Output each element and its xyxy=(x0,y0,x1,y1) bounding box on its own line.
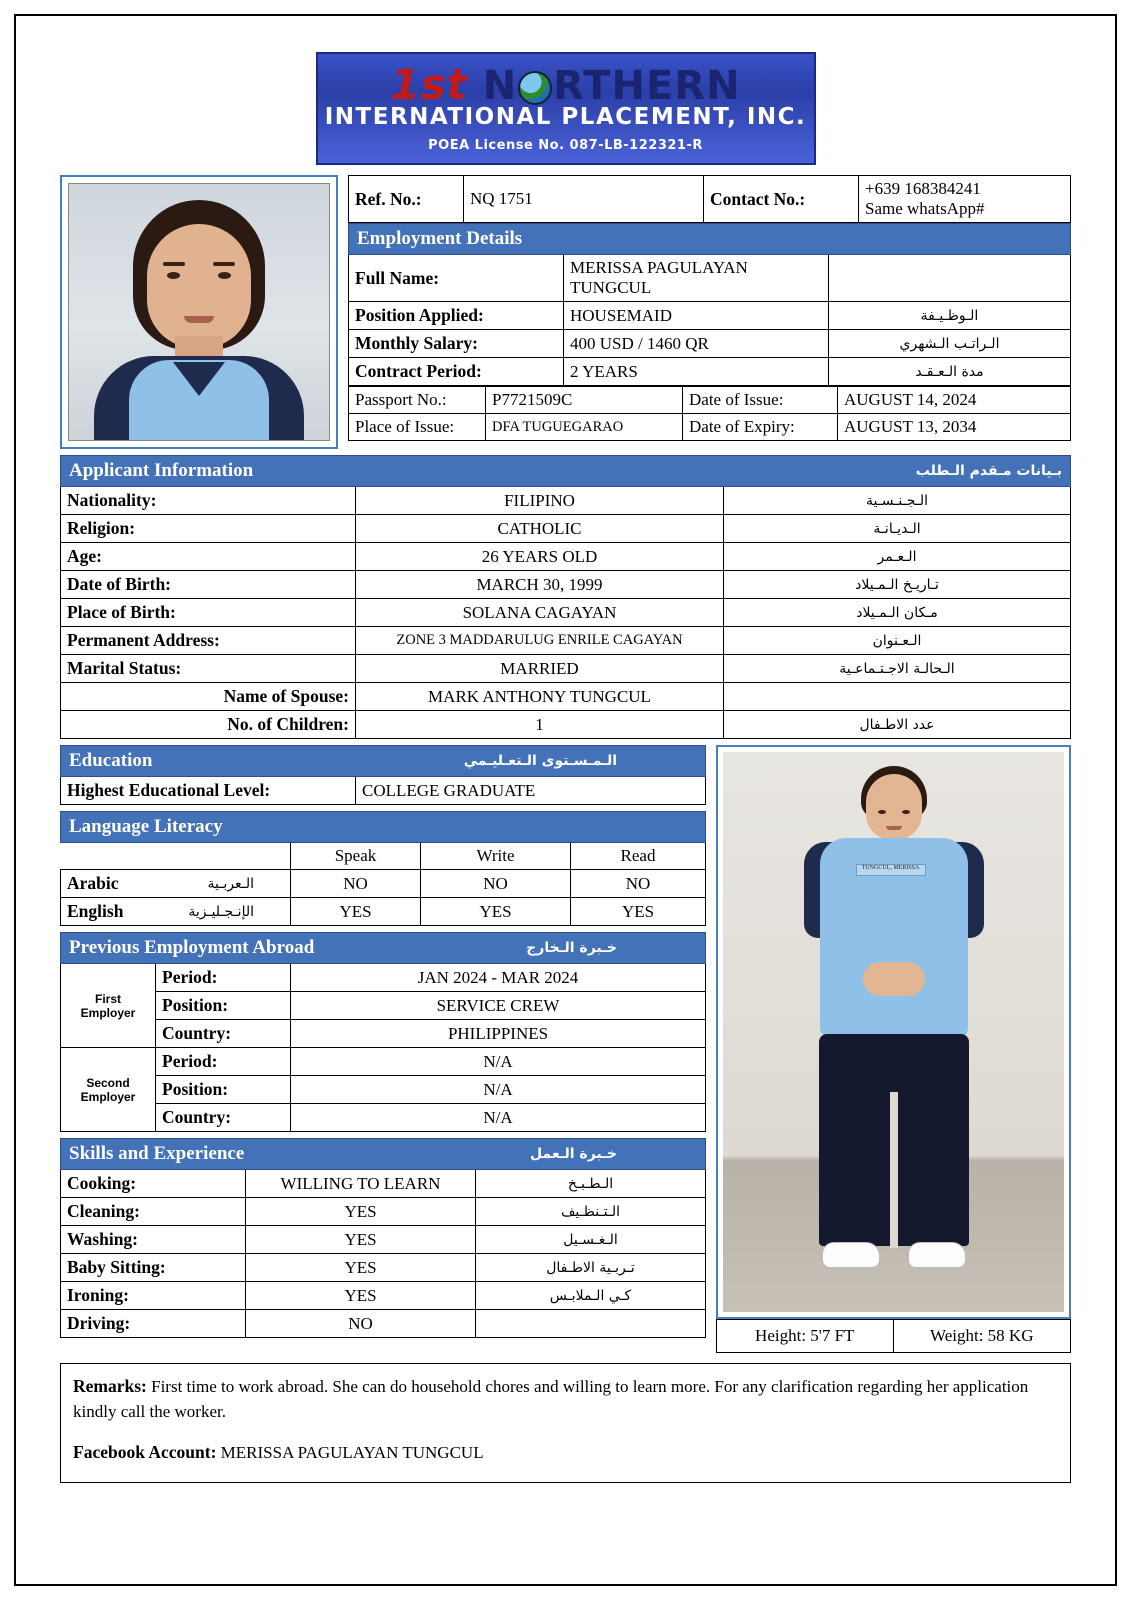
right-column xyxy=(716,745,1071,1353)
logo-license: POEA License No. 087-LB-122321-R xyxy=(428,138,703,153)
nationality-value: FILIPINO xyxy=(356,487,724,515)
name-of-spouse-label: Name of Spouse: xyxy=(61,683,356,711)
date-of-birth-value: MARCH 30, 1999 xyxy=(356,571,724,599)
uniform-name-badge: TUNGCUL, MERISSA xyxy=(856,864,926,876)
place-of-birth-arabic: مـكان الـمـيلاد xyxy=(724,599,1071,627)
monthly-salary-label: Monthly Salary: xyxy=(349,330,564,358)
language-literacy-band: Language Literacy xyxy=(61,812,706,843)
permanent-address-arabic: الـعـنوان xyxy=(724,627,1071,655)
position-applied-value: HOUSEMAID xyxy=(564,302,829,330)
skills-title: Skills and Experience xyxy=(69,1143,245,1164)
nationality-label: Nationality: xyxy=(61,487,356,515)
applicant-full-photo xyxy=(716,745,1071,1319)
applicant-information-title: Applicant Information xyxy=(69,460,254,481)
monthly-salary-value: 400 USD / 1460 QR xyxy=(564,330,829,358)
driving-label: Driving: xyxy=(61,1310,246,1338)
passport-no-label: Passport No.: xyxy=(349,387,486,414)
language-arabic-label-ar: الـعربـية xyxy=(207,875,254,892)
cooking-value: WILLING TO LEARN xyxy=(246,1170,476,1198)
remarks-line xyxy=(73,1374,1058,1424)
portrait-image xyxy=(68,183,330,441)
language-english-label: English xyxy=(67,901,124,921)
table-row xyxy=(349,330,1071,358)
second-period-value: N/A xyxy=(291,1048,706,1076)
logo-northern-n: N xyxy=(482,63,518,109)
table-row xyxy=(61,683,1071,711)
table-row xyxy=(349,358,1071,386)
contact-no-value xyxy=(859,176,1071,223)
name-of-spouse-value: MARK ANTHONY TUNGCUL xyxy=(356,683,724,711)
table-row xyxy=(61,1254,706,1282)
education-arabic: الـمـسـتوى الـتعـليـمي xyxy=(463,753,617,769)
language-arabic-label: Arabic xyxy=(67,873,119,893)
skills-band xyxy=(61,1139,706,1170)
company-logo xyxy=(60,52,1071,165)
measurements-row xyxy=(716,1319,1071,1353)
arabic-read: NO xyxy=(571,870,706,898)
table-row xyxy=(61,627,1071,655)
language-english-label-ar: الإنـجـليـزية xyxy=(188,903,254,920)
english-write: YES xyxy=(421,898,571,926)
age-value: 26 YEARS OLD xyxy=(356,543,724,571)
table-row xyxy=(61,1048,706,1076)
english-speak: YES xyxy=(291,898,421,926)
table-row xyxy=(61,1104,706,1132)
marital-status-arabic: الـحالـة الاجـتـماعـية xyxy=(724,655,1071,683)
highest-education-value: COLLEGE GRADUATE xyxy=(356,777,706,805)
table-row xyxy=(61,1076,706,1104)
monthly-salary-arabic: الـراتـب الـشهري xyxy=(829,330,1071,358)
education-title: Education xyxy=(69,750,153,771)
second-country-label: Country: xyxy=(156,1104,291,1132)
washing-arabic: الـغـسـيل xyxy=(476,1226,706,1254)
employment-details-band: Employment Details xyxy=(349,224,1071,255)
language-col-speak: Speak xyxy=(291,843,421,870)
table-row xyxy=(349,176,1071,223)
remarks-section xyxy=(60,1363,1071,1483)
second-position-label: Position: xyxy=(156,1076,291,1104)
table-row xyxy=(61,1282,706,1310)
table-row xyxy=(61,1310,706,1338)
cooking-label: Cooking: xyxy=(61,1170,246,1198)
table-row xyxy=(349,224,1071,255)
name-of-spouse-arabic xyxy=(724,683,1071,711)
table-row xyxy=(61,456,1071,487)
second-employer-line1: Second xyxy=(86,1075,130,1090)
date-of-birth-arabic: تـاريـخ الـمـيلاد xyxy=(724,571,1071,599)
first-employer-label xyxy=(61,964,156,1048)
skills-arabic: خـبرة الـعمل xyxy=(529,1146,617,1162)
driving-arabic xyxy=(476,1310,706,1338)
baby-sitting-label: Baby Sitting: xyxy=(61,1254,246,1282)
marital-status-label: Marital Status: xyxy=(61,655,356,683)
table-row xyxy=(61,543,1071,571)
employment-details-table xyxy=(348,223,1071,386)
logo-company-name: INTERNATIONAL PLACEMENT, INC. xyxy=(324,104,807,130)
passport-table xyxy=(348,386,1071,441)
date-of-expiry-label: Date of Expiry: xyxy=(683,414,838,441)
place-of-birth-label: Place of Birth: xyxy=(61,599,356,627)
second-position-value: N/A xyxy=(291,1076,706,1104)
left-column xyxy=(60,745,706,1338)
contact-no-line2: Same whatsApp# xyxy=(865,199,985,218)
driving-value: NO xyxy=(246,1310,476,1338)
applicant-id-photo xyxy=(60,175,338,449)
second-employer-label xyxy=(61,1048,156,1132)
language-col-write: Write xyxy=(421,843,571,870)
cleaning-value: YES xyxy=(246,1198,476,1226)
table-row xyxy=(61,1139,706,1170)
remarks-label: Remarks: xyxy=(73,1376,147,1396)
education-table xyxy=(60,745,706,805)
language-col-read: Read xyxy=(571,843,706,870)
table-row xyxy=(61,992,706,1020)
permanent-address-value: ZONE 3 MADDARULUG ENRILE CAGAYAN xyxy=(356,627,724,655)
full-name-value: MERISSA PAGULAYAN TUNGCUL xyxy=(564,255,829,302)
second-period-label: Period: xyxy=(156,1048,291,1076)
full-name-arabic xyxy=(829,255,1071,302)
no-of-children-value: 1 xyxy=(356,711,724,739)
facebook-value: MERISSA PAGULAYAN TUNGCUL xyxy=(220,1443,484,1463)
first-position-label: Position: xyxy=(156,992,291,1020)
previous-employment-table xyxy=(60,932,706,1132)
contract-period-value: 2 YEARS xyxy=(564,358,829,386)
religion-arabic: الـديـانـة xyxy=(724,515,1071,543)
second-employer-line2: Employer xyxy=(80,1089,136,1104)
full-body-image xyxy=(723,752,1064,1312)
washing-value: YES xyxy=(246,1226,476,1254)
first-country-label: Country: xyxy=(156,1020,291,1048)
globe-icon xyxy=(518,71,552,105)
table-row xyxy=(61,1170,706,1198)
highest-education-label: Highest Educational Level: xyxy=(61,777,356,805)
cleaning-arabic: الـتـنظـيف xyxy=(476,1198,706,1226)
place-of-issue-label: Place of Issue: xyxy=(349,414,486,441)
religion-value: CATHOLIC xyxy=(356,515,724,543)
date-of-issue-value: AUGUST 14, 2024 xyxy=(838,387,1071,414)
marital-status-value: MARRIED xyxy=(356,655,724,683)
ref-contact-table xyxy=(348,175,1071,223)
table-row xyxy=(61,870,706,898)
first-period-value: JAN 2024 - MAR 2024 xyxy=(291,964,706,992)
table-row xyxy=(61,599,1071,627)
arabic-write: NO xyxy=(421,870,571,898)
passport-no-value: P7721509C xyxy=(486,387,683,414)
date-of-expiry-value: AUGUST 13, 2034 xyxy=(838,414,1071,441)
english-read: YES xyxy=(571,898,706,926)
table-row xyxy=(61,1020,706,1048)
remarks-text: First time to work abroad. She can do household chores and willing to learn more. For any clarification regarding her application kindly call the worker. xyxy=(73,1377,1029,1421)
permanent-address-label: Permanent Address: xyxy=(61,627,356,655)
second-country-value: N/A xyxy=(291,1104,706,1132)
contact-no-label: Contact No.: xyxy=(704,176,859,223)
date-of-birth-label: Date of Birth: xyxy=(61,571,356,599)
first-employer-line1: First xyxy=(94,991,121,1006)
position-applied-arabic: الـوظـيـفة xyxy=(829,302,1071,330)
middle-section xyxy=(60,745,1071,1353)
first-country-value: PHILIPPINES xyxy=(291,1020,706,1048)
skills-experience-table xyxy=(60,1138,706,1338)
language-english-row xyxy=(61,898,291,926)
table-row xyxy=(61,777,706,805)
language-literacy-table xyxy=(60,811,706,926)
applicant-information-arabic: بـيانات مـقدم الـطلب xyxy=(915,463,1062,479)
contract-period-label: Contract Period: xyxy=(349,358,564,386)
age-label: Age: xyxy=(61,543,356,571)
table-row xyxy=(349,302,1071,330)
table-row xyxy=(61,898,706,926)
table-row xyxy=(61,964,706,992)
previous-employment-band xyxy=(61,933,706,964)
table-row xyxy=(61,515,1071,543)
page-content xyxy=(30,28,1101,1493)
top-section xyxy=(60,175,1071,449)
logo-northern-rest: RTHERN xyxy=(553,63,741,109)
first-position-value: SERVICE CREW xyxy=(291,992,706,1020)
contract-period-arabic: مدة الـعـقـد xyxy=(829,358,1071,386)
table-row xyxy=(61,843,706,870)
place-of-issue-value: DFA TUGUEGARAO xyxy=(486,414,683,441)
table-row xyxy=(61,655,1071,683)
ironing-label: Ironing: xyxy=(61,1282,246,1310)
contact-no-line1: +639 168384241 xyxy=(865,179,981,198)
ref-no-label: Ref. No.: xyxy=(349,176,464,223)
table-row xyxy=(61,487,1071,515)
logo-1st-text: 1st xyxy=(390,60,468,109)
first-period-label: Period: xyxy=(156,964,291,992)
applicant-information-band xyxy=(61,456,1071,487)
first-employer-line2: Employer xyxy=(80,1005,136,1020)
weight-value: Weight: 58 KG xyxy=(894,1319,1072,1353)
baby-sitting-arabic: تـربـية الاطـفال xyxy=(476,1254,706,1282)
previous-employment-title: Previous Employment Abroad xyxy=(69,937,315,958)
washing-label: Washing: xyxy=(61,1226,246,1254)
table-row xyxy=(61,571,1071,599)
language-col-blank xyxy=(61,843,291,870)
table-row xyxy=(61,711,1071,739)
cleaning-label: Cleaning: xyxy=(61,1198,246,1226)
baby-sitting-value: YES xyxy=(246,1254,476,1282)
table-row xyxy=(349,255,1071,302)
facebook-label: Facebook Account: xyxy=(73,1442,217,1463)
table-row xyxy=(61,746,706,777)
no-of-children-label: No. of Children: xyxy=(61,711,356,739)
date-of-issue-label: Date of Issue: xyxy=(683,387,838,414)
table-row xyxy=(349,414,1071,441)
ironing-value: YES xyxy=(246,1282,476,1310)
place-of-birth-value: SOLANA CAGAYAN xyxy=(356,599,724,627)
nationality-arabic: الـجـنـسـية xyxy=(724,487,1071,515)
table-row xyxy=(61,1226,706,1254)
applicant-information-table xyxy=(60,455,1071,739)
table-row xyxy=(349,387,1071,414)
education-band xyxy=(61,746,706,777)
no-of-children-arabic: عدد الاطـفال xyxy=(724,711,1071,739)
height-value: Height: 5'7 FT xyxy=(716,1319,894,1353)
position-applied-label: Position Applied: xyxy=(349,302,564,330)
religion-label: Religion: xyxy=(61,515,356,543)
ironing-arabic: كـي الـملابـس xyxy=(476,1282,706,1310)
table-row xyxy=(61,933,706,964)
ref-no-value: NQ 1751 xyxy=(464,176,704,223)
arabic-speak: NO xyxy=(291,870,421,898)
table-row xyxy=(61,812,706,843)
age-arabic: الـعـمر xyxy=(724,543,1071,571)
language-arabic-row xyxy=(61,870,291,898)
employment-tables xyxy=(348,175,1071,441)
previous-employment-arabic: خـبرة الـخارج xyxy=(526,940,617,956)
cooking-arabic: الـطـبـخ xyxy=(476,1170,706,1198)
table-row xyxy=(61,1198,706,1226)
facebook-line xyxy=(73,1440,1058,1466)
full-name-label: Full Name: xyxy=(349,255,564,302)
